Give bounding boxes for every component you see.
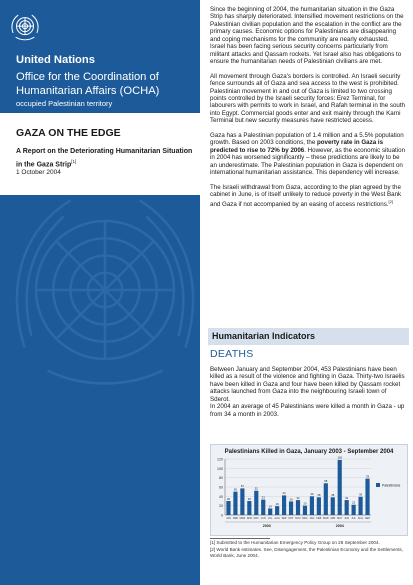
footnote-ref[interactable]: [1] [71, 158, 77, 164]
x-tick-label: NOV [295, 517, 301, 520]
bar [324, 483, 328, 515]
x-tick-label: SEP [281, 517, 287, 520]
x-tick-label: FEB [232, 517, 238, 520]
data-label: 33 [261, 495, 265, 500]
org-name: United Nations [16, 54, 95, 66]
y-tick-label: 120 [217, 457, 223, 462]
intro-text [210, 6, 408, 216]
data-label: 38 [331, 493, 335, 498]
x-tick-label: MAR [323, 517, 329, 520]
bar [254, 491, 258, 515]
paragraph-text: . However, as the economic situation in 2004 has worsened significantly – these predictions are likely to be an underestimate. The Palestinian population in Gaza is dependent on international humanitarian assistance. This dependency will increase. [210, 146, 406, 177]
bar [268, 508, 272, 515]
x-tick-label: JUN [344, 517, 350, 520]
x-tick-label: JUN [260, 517, 266, 520]
report-date: 1 October 2004 [16, 169, 61, 176]
bar [296, 500, 300, 515]
data-label: 32 [296, 495, 300, 500]
y-tick-label: 0 [221, 513, 223, 518]
x-tick-label: AUG [274, 517, 280, 520]
y-tick-label: 40 [219, 494, 223, 499]
data-label: 38 [317, 493, 321, 498]
paragraph-text: The Israeli withdrawal from Gaza, according to the plan agreed by the cabinet in June, is of itself unlikely to reduce poverty in the West Bank and Gaza if not accompanied by an easing of access restrictions. [210, 183, 402, 209]
x-tick-label: OCT [288, 517, 294, 520]
legend-swatch [376, 483, 380, 487]
data-label: 40 [310, 492, 314, 497]
paragraph-text: Gaza has a Palestinian population of 1.4 million and a 5.5% population growth. Based on 2003 conditions, the [210, 131, 404, 147]
bar [365, 479, 369, 515]
territory-name: occupied Palestinian territory [16, 99, 113, 108]
data-label: 22 [352, 500, 356, 505]
bar [358, 497, 362, 515]
data-label: 30 [247, 496, 251, 501]
x-tick-label: MAR [239, 517, 246, 520]
office-name: Office for the Coordination of Humanitarian Affairs (OCHA) [16, 71, 160, 97]
data-label: 20 [303, 501, 307, 506]
footnote: [1] Submitted to the Humanitarian Emergency Policy Group on 28 September 2004. [210, 540, 380, 545]
x-tick-label: JAN [226, 517, 231, 520]
bar [247, 501, 251, 515]
bar [233, 492, 237, 515]
x-tick-label: JUL [267, 517, 273, 520]
deaths-chart-svg [211, 445, 407, 535]
x-tick-label: DEC [302, 517, 308, 520]
deaths-heading: DEATHS [210, 348, 254, 360]
bar [240, 488, 244, 515]
data-label: 42 [282, 491, 286, 496]
paragraph [210, 132, 408, 177]
bar [275, 506, 279, 515]
x-tick-label: JUL [351, 517, 356, 520]
data-label: 52 [254, 486, 258, 491]
data-label: 39 [359, 492, 363, 497]
report-subtitle-text: A Report on the Deteriorating Humanitarian Situation in the Gaza Strip [16, 148, 193, 168]
paragraph: All movement through Gaza's borders is controlled. An Israeli security fence surrounds all of Gaza and sea access to the west is prohibited. Palestinian movement in and out of Gaza is limited to two crossing points controlled by the Israeli security forces: Erez Terminal, for labourers with permits to work in Israel, and Rafah terminal in the south into Egypt. Commercial goods enter and exit mainly through the Karni Terminal but new security measures have restricted access. [210, 72, 405, 125]
bar [345, 500, 349, 515]
footnotes [210, 540, 408, 560]
poverty-highlight: poverty rate in Gaza is predicted to rise to 72% by 2006 [210, 139, 384, 154]
un-logo-icon [8, 10, 42, 44]
x-tick-label: MAY [253, 517, 259, 520]
year-label: 2003 [262, 524, 271, 528]
bar [352, 505, 356, 515]
data-label: 57 [240, 484, 244, 489]
footnote-ref[interactable]: [2] [388, 199, 393, 205]
indicators-heading: Humanitarian Indicators [212, 331, 316, 341]
chart-title: Palestinians Killed in Gaza, January 2003 - September 2004 [224, 449, 394, 455]
data-label: 30 [226, 496, 231, 501]
data-label: 118 [337, 455, 342, 460]
un-emblem-watermark-icon [0, 175, 200, 405]
data-label: 68 [324, 479, 328, 484]
x-tick-label: MAY [337, 517, 343, 520]
legend-label: Palestinians [382, 483, 401, 488]
y-tick-label: 20 [219, 504, 223, 509]
y-tick-label: 60 [219, 485, 223, 490]
footnote-divider [210, 538, 270, 539]
bar [331, 497, 335, 515]
deaths-text [210, 366, 408, 418]
year-label: 2004 [335, 524, 344, 528]
report-subtitle [16, 147, 196, 169]
x-tick-label: JAN [309, 517, 315, 520]
data-label: 78 [365, 474, 370, 479]
sidebar [0, 0, 200, 585]
y-tick-label: 80 [219, 476, 223, 481]
paragraph-text: Israel has been facing serious security concerns particularly from militant attacks and Qassam rockets. Yet Israel also has obligations to ensure the humanitarian needs of Palestinian civilians are met. [210, 43, 402, 66]
x-tick-label: APR [330, 517, 336, 520]
paragraph: In 2004 an average of 45 Palestinians were killed a month in Gaza - up from 34 a month in 2003. [210, 403, 405, 418]
bar [338, 460, 342, 515]
paragraph-text: Since the beginning of 2004, the humanitarian situation in the Gaza Strip has sharply deteriorated. Intensified movement restrictions on the Palestinian civilian population and the escalation in the conflict are the primary causes. Economic options for Palestinians are disappearing and coping mechanisms for the community are nearly exhausted. [210, 6, 404, 43]
bar [289, 501, 293, 515]
bar [310, 496, 314, 515]
paragraph: Between January and September 2004, 453 Palestinians have been killed as a result of the violence and fighting in Gaza. Thirty-two Israelis have been killed in Gaza and four have been killed by Qassam rocket attacks launched from Gaza into the neighbouring Israeli town of Sderot. [210, 366, 405, 403]
report-title: GAZA ON THE EDGE [16, 127, 121, 139]
data-label: 32 [345, 495, 349, 500]
bar [317, 497, 321, 515]
bar [261, 500, 265, 515]
bar [226, 501, 230, 515]
bar [282, 495, 286, 515]
y-tick-label: 100 [217, 466, 223, 471]
deaths-chart [210, 444, 408, 536]
paragraph [210, 6, 408, 66]
data-label: 14 [268, 504, 272, 509]
paragraph [210, 184, 408, 209]
x-tick-label: SEP [365, 517, 371, 520]
bar [303, 506, 307, 515]
x-tick-label: APR [246, 517, 252, 520]
data-label: 29 [289, 497, 293, 502]
data-label: 50 [233, 487, 237, 492]
footnote: [2] World Bank estimates. See, Disengagement, the Palestinian Economy and the Settlements, World Bank, June 2004. [210, 547, 403, 558]
x-tick-label: AUG [357, 517, 364, 520]
data-label: 19 [275, 501, 279, 506]
x-tick-label: FEB [316, 517, 322, 520]
